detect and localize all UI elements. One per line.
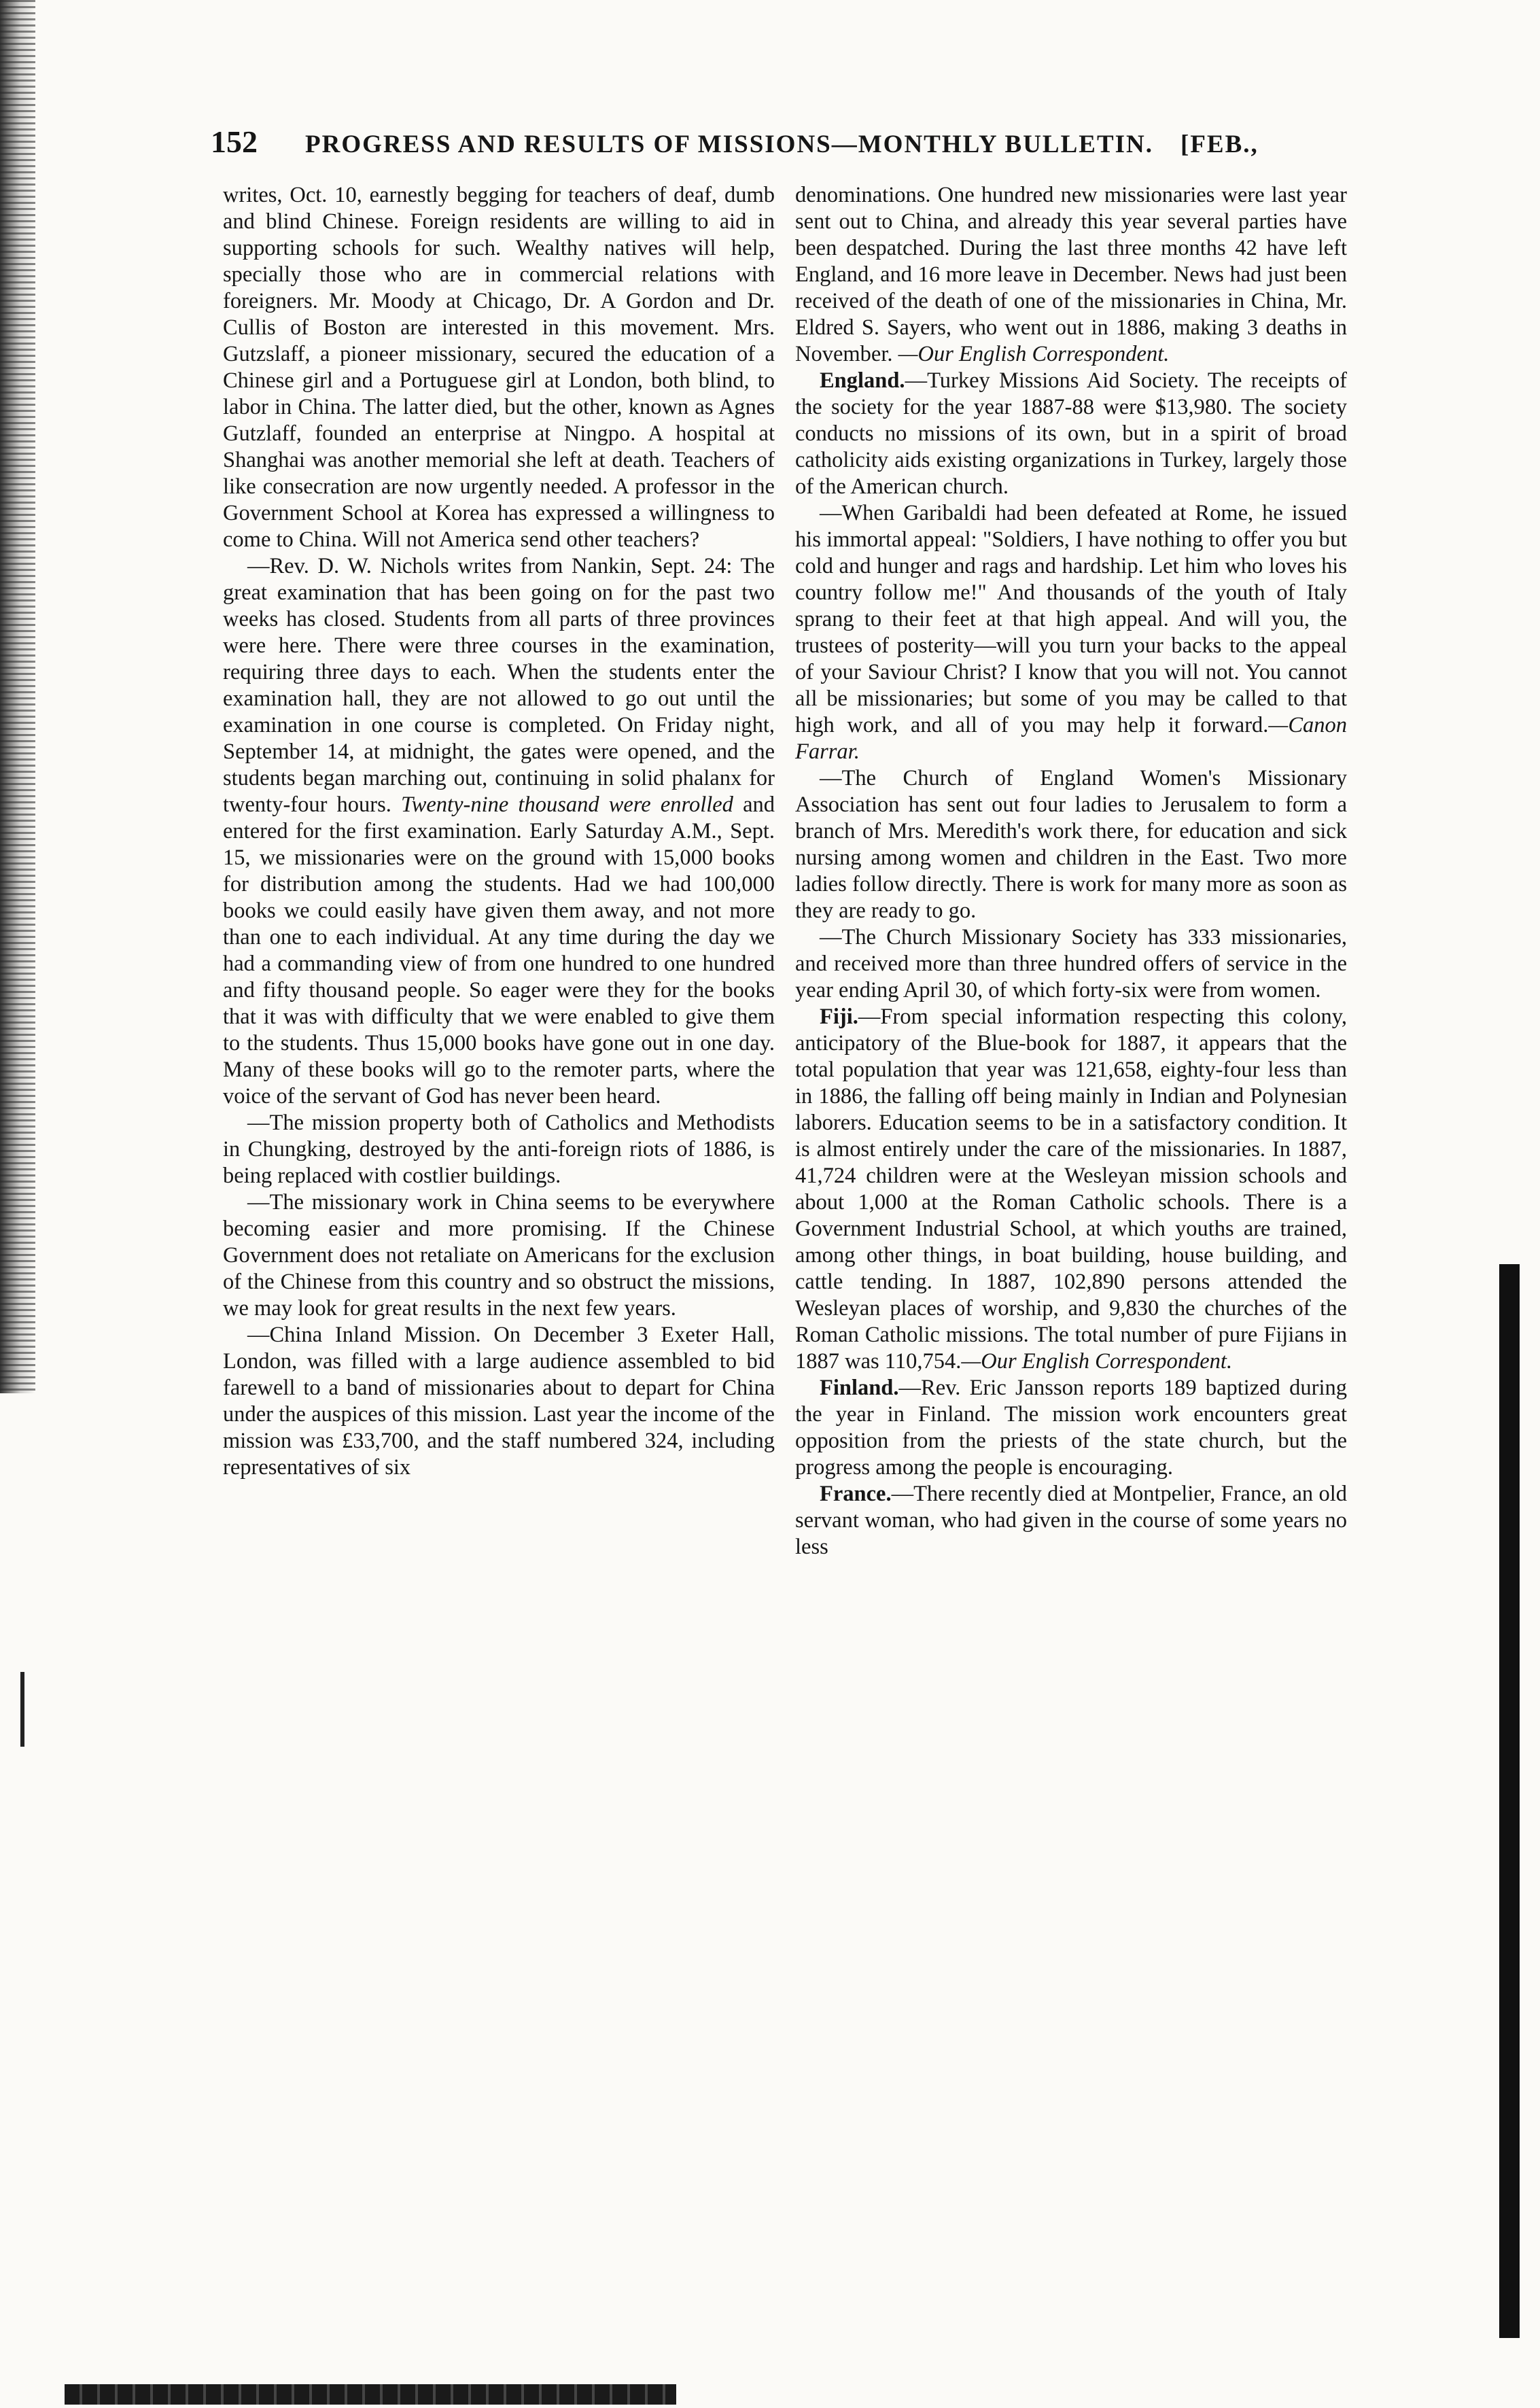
- running-title: PROGRESS AND RESULTS OF MISSIONS—MONTHLY BULLETIN.: [305, 130, 1153, 158]
- scan-binding-mark: [20, 1672, 24, 1747]
- section-lead: Fiji.: [820, 1005, 858, 1029]
- right-column: [795, 182, 1347, 1560]
- paragraph: —The Church of England Women's Missionary Association has sent out four ladies to Jerusalem to form a branch of Mrs. Meredith's work there, for education and sick nursing among women and children in the East. Two more ladies follow directly. There is work for many more as soon as they are ready to go.: [795, 766, 1347, 923]
- paragraph: —Rev. D. W. Nichols writes from Nankin, Sept. 24: The great examination that has been going on for the past two weeks has closed. Students from all parts of three provinces were here. There were three courses in the examination, requiring three days to each. When the students enter the examination hall, they are not allowed to go out until the examination in one course is completed. On Friday night, September 14, at midnight, the gates were opened, and the students began marching out, continuing in solid phalanx for twenty-four hours. Twenty-nine thousand were enrolled and entered for the first examination. Early Saturday A.M., Sept. 15, we missionaries were on the ground with 15,000 books for distribution among the students. Had we had 100,000 books we could easily have given them away, and not more than one to each individual. At any time during the day we had a commanding view of from one hundred to one hundred and fifty thousand people. So eager were they for the books that it was with difficulty that we were enabled to give them to the students. Thus 15,000 books have gone out in one day. Many of these books will go to the remoter parts, where the voice of the servant of God has never been heard.: [223, 554, 775, 1109]
- paragraph: —The mission property both of Catholics and Methodists in Chungking, destroyed by the anti-foreign riots of 1886, is being replaced with costlier buildings.: [223, 1111, 775, 1188]
- section-lead: England.: [820, 368, 905, 393]
- paragraph: Fiji.—From special information respecting this colony, anticipatory of the Blue-book for 1887, it appears that the total population that year was 121,658, eighty-four less than in 1886, the falling off being mainly in Indian and Polynesian laborers. Education seems to be in a satisfactory condition. It is almost entirely under the care of the missionaries. In 1887, 41,724 children were at the Wesleyan mission schools and about 1,000 at the Roman Catholic schools. There is a Government Industrial School, at which youths are trained, among other things, in boat building, house building, and cattle tending. In 1887, 102,890 persons attended the Wesleyan places of worship, and 9,830 the churches of the Roman Catholic missions. The total number of pure Fijians in 1887 was 110,754.—Our English Correspondent.: [795, 1005, 1347, 1374]
- paragraph: writes, Oct. 10, earnestly begging for teachers of deaf, dumb and blind Chinese. Foreign residents are willing to aid in supporting schools for such. Wealthy natives will help, specially those who are in commercial relations with foreigners. Mr. Moody at Chicago, Dr. A Gordon and Dr. Cullis of Boston are interested in this movement. Mrs. Gutzslaff, a pioneer missionary, secured the education of a Chinese girl and a Portuguese girl at London, both blind, to labor in China. The latter died, but the other, known as Agnes Gutzlaff, founded an enterprise at Ningpo. A hospital at Shanghai was another memorial she left at death. Teachers of like consecration are now urgently needed. A professor in the Government School at Korea has expressed a willingness to come to China. Will not America send other teachers?: [223, 183, 775, 552]
- section-lead: France.: [820, 1482, 892, 1506]
- scan-edge-strip: [1499, 1264, 1520, 2338]
- left-column: [223, 182, 775, 1481]
- scan-bottom-bar: [65, 2384, 676, 2405]
- paragraph: denominations. One hundred new missionaries were last year sent out to China, and already this year several parties have been despatched. During the last three months 42 have left England, and 16 more leave in December. News had just been received of the death of one of the missionaries in China, Mr. Eldred S. Sayers, who went out in 1886, making 3 deaths in November. —Our English Correspondent.: [795, 183, 1347, 366]
- signature: —Canon Farrar.: [795, 713, 1347, 764]
- paragraph: Finland.—Rev. Eric Jansson reports 189 baptized during the year in Finland. The mission work encounters great opposition from the priests of the state church, but the progress among the people is encouraging.: [795, 1376, 1347, 1480]
- emphasis: Twenty-nine thousand were enrolled: [401, 792, 733, 817]
- signature: —Our English Correspondent.: [961, 1349, 1233, 1374]
- section-lead: Finland.: [820, 1376, 899, 1400]
- signature: —Our English Correspondent.: [898, 342, 1170, 366]
- paragraph: —The missionary work in China seems to be everywhere becoming easier and more promising. If the Chinese Government does not retaliate on Americans for the exclusion of the Chinese from this country and so obstruct the missions, we may look for great results in the next few years.: [223, 1190, 775, 1321]
- running-header: [211, 124, 1359, 178]
- paragraph: England.—Turkey Missions Aid Society. The receipts of the society for the year 1887-88 were $13,980. The society conducts no missions of its own, but in a spirit of broad catholicity aids existing organizations in Turkey, largely those of the American church.: [795, 368, 1347, 499]
- running-date: [FEB.,: [1180, 130, 1259, 158]
- paragraph: —When Garibaldi had been defeated at Rome, he issued his immortal appeal: "Soldiers, I have nothing to offer you but cold and hunger and rags and hardship. Let him who loves his country follow me!" And thousands of the youth of Italy sprang to their feet at that high appeal. And will you, the trustees of posterity—will you turn your backs to the appeal of your Saviour Christ? I know that you will not. You cannot all be missionaries; but some of you may be called to that high work, and all of you may help it forward.—Canon Farrar.: [795, 501, 1347, 764]
- paragraph: France.—There recently died at Montpelier, France, an old servant woman, who had given in the course of some years no less: [795, 1482, 1347, 1559]
- paragraph: —The Church Missionary Society has 333 missionaries, and received more than three hundred offers of service in the year ending April 30, of which forty-six were from women.: [795, 925, 1347, 1002]
- page-number: 152: [211, 124, 258, 159]
- scan-binding-edge: [0, 0, 35, 1393]
- paragraph: —China Inland Mission. On December 3 Exeter Hall, London, was filled with a large audience assembled to bid farewell to a band of missionaries about to depart for China under the auspices of this mission. Last year the income of the mission was £33,700, and the staff numbered 324, including representatives of six: [223, 1323, 775, 1480]
